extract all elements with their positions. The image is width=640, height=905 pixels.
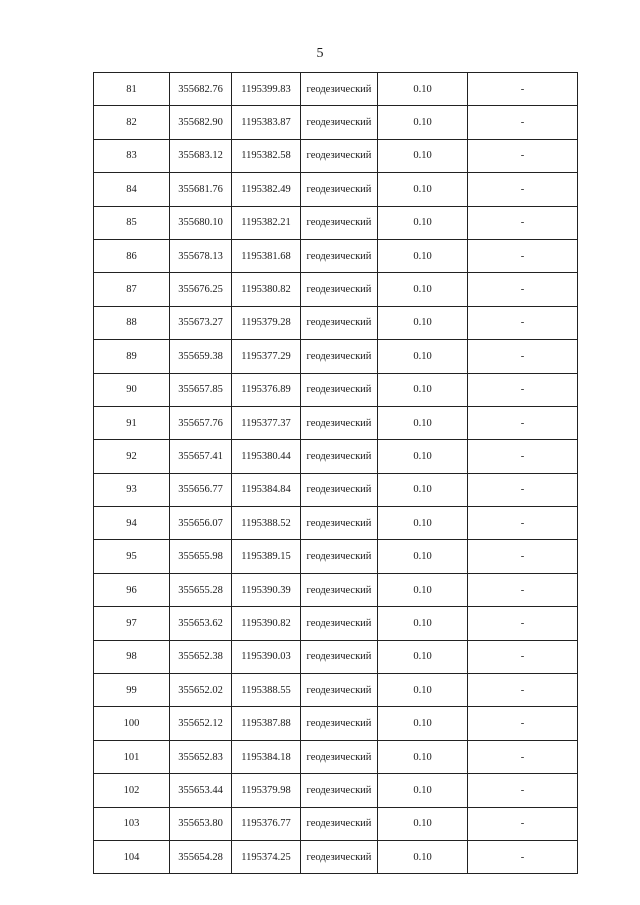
y-coordinate-cell: 1195377.37 (232, 406, 301, 439)
page-number: 5 (316, 46, 324, 61)
accuracy-cell: 0.10 (378, 573, 468, 606)
point-number-cell: 92 (94, 440, 170, 473)
table-row (94, 373, 578, 406)
method-cell: геодезический (301, 340, 378, 373)
method-cell: геодезический (301, 573, 378, 606)
x-coordinate-cell: 355652.12 (170, 707, 232, 740)
table-row (94, 473, 578, 506)
table-row (94, 840, 578, 873)
method-cell: геодезический (301, 707, 378, 740)
x-coordinate-cell: 355652.02 (170, 674, 232, 707)
point-number-cell: 89 (94, 340, 170, 373)
point-number-cell: 95 (94, 540, 170, 573)
description-cell: - (468, 507, 578, 540)
y-coordinate-cell: 1195379.98 (232, 774, 301, 807)
method-cell: геодезический (301, 507, 378, 540)
x-coordinate-cell: 355659.38 (170, 340, 232, 373)
y-coordinate-cell: 1195387.88 (232, 707, 301, 740)
point-number-cell: 82 (94, 106, 170, 139)
accuracy-cell: 0.10 (378, 306, 468, 339)
point-number-cell: 99 (94, 674, 170, 707)
table-row (94, 674, 578, 707)
x-coordinate-cell: 355683.12 (170, 139, 232, 172)
description-cell: - (468, 373, 578, 406)
point-number-cell: 102 (94, 774, 170, 807)
accuracy-cell: 0.10 (378, 540, 468, 573)
method-cell: геодезический (301, 173, 378, 206)
point-number-cell: 85 (94, 206, 170, 239)
description-cell: - (468, 473, 578, 506)
x-coordinate-cell: 355654.28 (170, 840, 232, 873)
y-coordinate-cell: 1195384.18 (232, 740, 301, 773)
x-coordinate-cell: 355682.90 (170, 106, 232, 139)
point-number-cell: 86 (94, 239, 170, 272)
point-number-cell: 87 (94, 273, 170, 306)
method-cell: геодезический (301, 106, 378, 139)
accuracy-cell: 0.10 (378, 173, 468, 206)
y-coordinate-cell: 1195383.87 (232, 106, 301, 139)
method-cell: геодезический (301, 139, 378, 172)
point-number-cell: 104 (94, 840, 170, 873)
method-cell: геодезический (301, 440, 378, 473)
accuracy-cell: 0.10 (378, 73, 468, 106)
description-cell: - (468, 573, 578, 606)
method-cell: геодезический (301, 306, 378, 339)
description-cell: - (468, 273, 578, 306)
method-cell: геодезический (301, 406, 378, 439)
x-coordinate-cell: 355681.76 (170, 173, 232, 206)
description-cell: - (468, 173, 578, 206)
accuracy-cell: 0.10 (378, 139, 468, 172)
accuracy-cell: 0.10 (378, 273, 468, 306)
table-row (94, 640, 578, 673)
description-cell: - (468, 674, 578, 707)
y-coordinate-cell: 1195377.29 (232, 340, 301, 373)
x-coordinate-cell: 355678.13 (170, 239, 232, 272)
method-cell: геодезический (301, 840, 378, 873)
accuracy-cell: 0.10 (378, 106, 468, 139)
x-coordinate-cell: 355656.77 (170, 473, 232, 506)
y-coordinate-cell: 1195380.82 (232, 273, 301, 306)
y-coordinate-cell: 1195388.55 (232, 674, 301, 707)
table-row (94, 340, 578, 373)
point-number-cell: 97 (94, 607, 170, 640)
x-coordinate-cell: 355655.28 (170, 573, 232, 606)
x-coordinate-cell: 355657.41 (170, 440, 232, 473)
table-row (94, 807, 578, 840)
table-row (94, 774, 578, 807)
x-coordinate-cell: 355653.80 (170, 807, 232, 840)
table-row (94, 106, 578, 139)
x-coordinate-cell: 355653.62 (170, 607, 232, 640)
description-cell: - (468, 807, 578, 840)
method-cell: геодезический (301, 674, 378, 707)
y-coordinate-cell: 1195374.25 (232, 840, 301, 873)
table-row (94, 173, 578, 206)
method-cell: геодезический (301, 473, 378, 506)
y-coordinate-cell: 1195390.03 (232, 640, 301, 673)
accuracy-cell: 0.10 (378, 607, 468, 640)
point-number-cell: 90 (94, 373, 170, 406)
description-cell: - (468, 440, 578, 473)
point-number-cell: 88 (94, 306, 170, 339)
method-cell: геодезический (301, 774, 378, 807)
method-cell: геодезический (301, 206, 378, 239)
accuracy-cell: 0.10 (378, 440, 468, 473)
y-coordinate-cell: 1195390.39 (232, 573, 301, 606)
point-number-cell: 84 (94, 173, 170, 206)
x-coordinate-cell: 355680.10 (170, 206, 232, 239)
y-coordinate-cell: 1195382.21 (232, 206, 301, 239)
x-coordinate-cell: 355653.44 (170, 774, 232, 807)
coordinates-table (93, 72, 578, 874)
y-coordinate-cell: 1195389.15 (232, 540, 301, 573)
x-coordinate-cell: 355652.83 (170, 740, 232, 773)
table-row (94, 139, 578, 172)
accuracy-cell: 0.10 (378, 774, 468, 807)
method-cell: геодезический (301, 640, 378, 673)
point-number-cell: 93 (94, 473, 170, 506)
y-coordinate-cell: 1195384.84 (232, 473, 301, 506)
accuracy-cell: 0.10 (378, 674, 468, 707)
accuracy-cell: 0.10 (378, 507, 468, 540)
table-row (94, 707, 578, 740)
y-coordinate-cell: 1195376.77 (232, 807, 301, 840)
x-coordinate-cell: 355682.76 (170, 73, 232, 106)
description-cell: - (468, 239, 578, 272)
description-cell: - (468, 73, 578, 106)
description-cell: - (468, 540, 578, 573)
accuracy-cell: 0.10 (378, 807, 468, 840)
description-cell: - (468, 840, 578, 873)
y-coordinate-cell: 1195380.44 (232, 440, 301, 473)
y-coordinate-cell: 1195388.52 (232, 507, 301, 540)
description-cell: - (468, 406, 578, 439)
accuracy-cell: 0.10 (378, 707, 468, 740)
point-number-cell: 96 (94, 573, 170, 606)
x-coordinate-cell: 355676.25 (170, 273, 232, 306)
x-coordinate-cell: 355656.07 (170, 507, 232, 540)
description-cell: - (468, 139, 578, 172)
accuracy-cell: 0.10 (378, 640, 468, 673)
y-coordinate-cell: 1195399.83 (232, 73, 301, 106)
point-number-cell: 94 (94, 507, 170, 540)
y-coordinate-cell: 1195390.82 (232, 607, 301, 640)
method-cell: геодезический (301, 540, 378, 573)
method-cell: геодезический (301, 239, 378, 272)
y-coordinate-cell: 1195379.28 (232, 306, 301, 339)
method-cell: геодезический (301, 807, 378, 840)
table-row (94, 573, 578, 606)
accuracy-cell: 0.10 (378, 840, 468, 873)
point-number-cell: 98 (94, 640, 170, 673)
table-row (94, 607, 578, 640)
y-coordinate-cell: 1195382.49 (232, 173, 301, 206)
method-cell: геодезический (301, 273, 378, 306)
coordinates-table-body (94, 73, 578, 874)
accuracy-cell: 0.10 (378, 340, 468, 373)
method-cell: геодезический (301, 373, 378, 406)
table-row (94, 239, 578, 272)
description-cell: - (468, 640, 578, 673)
point-number-cell: 103 (94, 807, 170, 840)
x-coordinate-cell: 355673.27 (170, 306, 232, 339)
description-cell: - (468, 340, 578, 373)
point-number-cell: 81 (94, 73, 170, 106)
point-number-cell: 91 (94, 406, 170, 439)
accuracy-cell: 0.10 (378, 239, 468, 272)
description-cell: - (468, 206, 578, 239)
description-cell: - (468, 106, 578, 139)
description-cell: - (468, 707, 578, 740)
description-cell: - (468, 306, 578, 339)
x-coordinate-cell: 355657.85 (170, 373, 232, 406)
accuracy-cell: 0.10 (378, 406, 468, 439)
point-number-cell: 101 (94, 740, 170, 773)
description-cell: - (468, 774, 578, 807)
description-cell: - (468, 607, 578, 640)
y-coordinate-cell: 1195376.89 (232, 373, 301, 406)
x-coordinate-cell: 355657.76 (170, 406, 232, 439)
x-coordinate-cell: 355655.98 (170, 540, 232, 573)
point-number-cell: 100 (94, 707, 170, 740)
accuracy-cell: 0.10 (378, 206, 468, 239)
table-row (94, 740, 578, 773)
table-row (94, 73, 578, 106)
table-row (94, 507, 578, 540)
table-row (94, 306, 578, 339)
description-cell: - (468, 740, 578, 773)
y-coordinate-cell: 1195382.58 (232, 139, 301, 172)
point-number-cell: 83 (94, 139, 170, 172)
y-coordinate-cell: 1195381.68 (232, 239, 301, 272)
table-row (94, 540, 578, 573)
accuracy-cell: 0.10 (378, 740, 468, 773)
accuracy-cell: 0.10 (378, 473, 468, 506)
method-cell: геодезический (301, 73, 378, 106)
accuracy-cell: 0.10 (378, 373, 468, 406)
table-row (94, 440, 578, 473)
method-cell: геодезический (301, 740, 378, 773)
method-cell: геодезический (301, 607, 378, 640)
x-coordinate-cell: 355652.38 (170, 640, 232, 673)
table-row (94, 273, 578, 306)
table-row (94, 206, 578, 239)
table-row (94, 406, 578, 439)
